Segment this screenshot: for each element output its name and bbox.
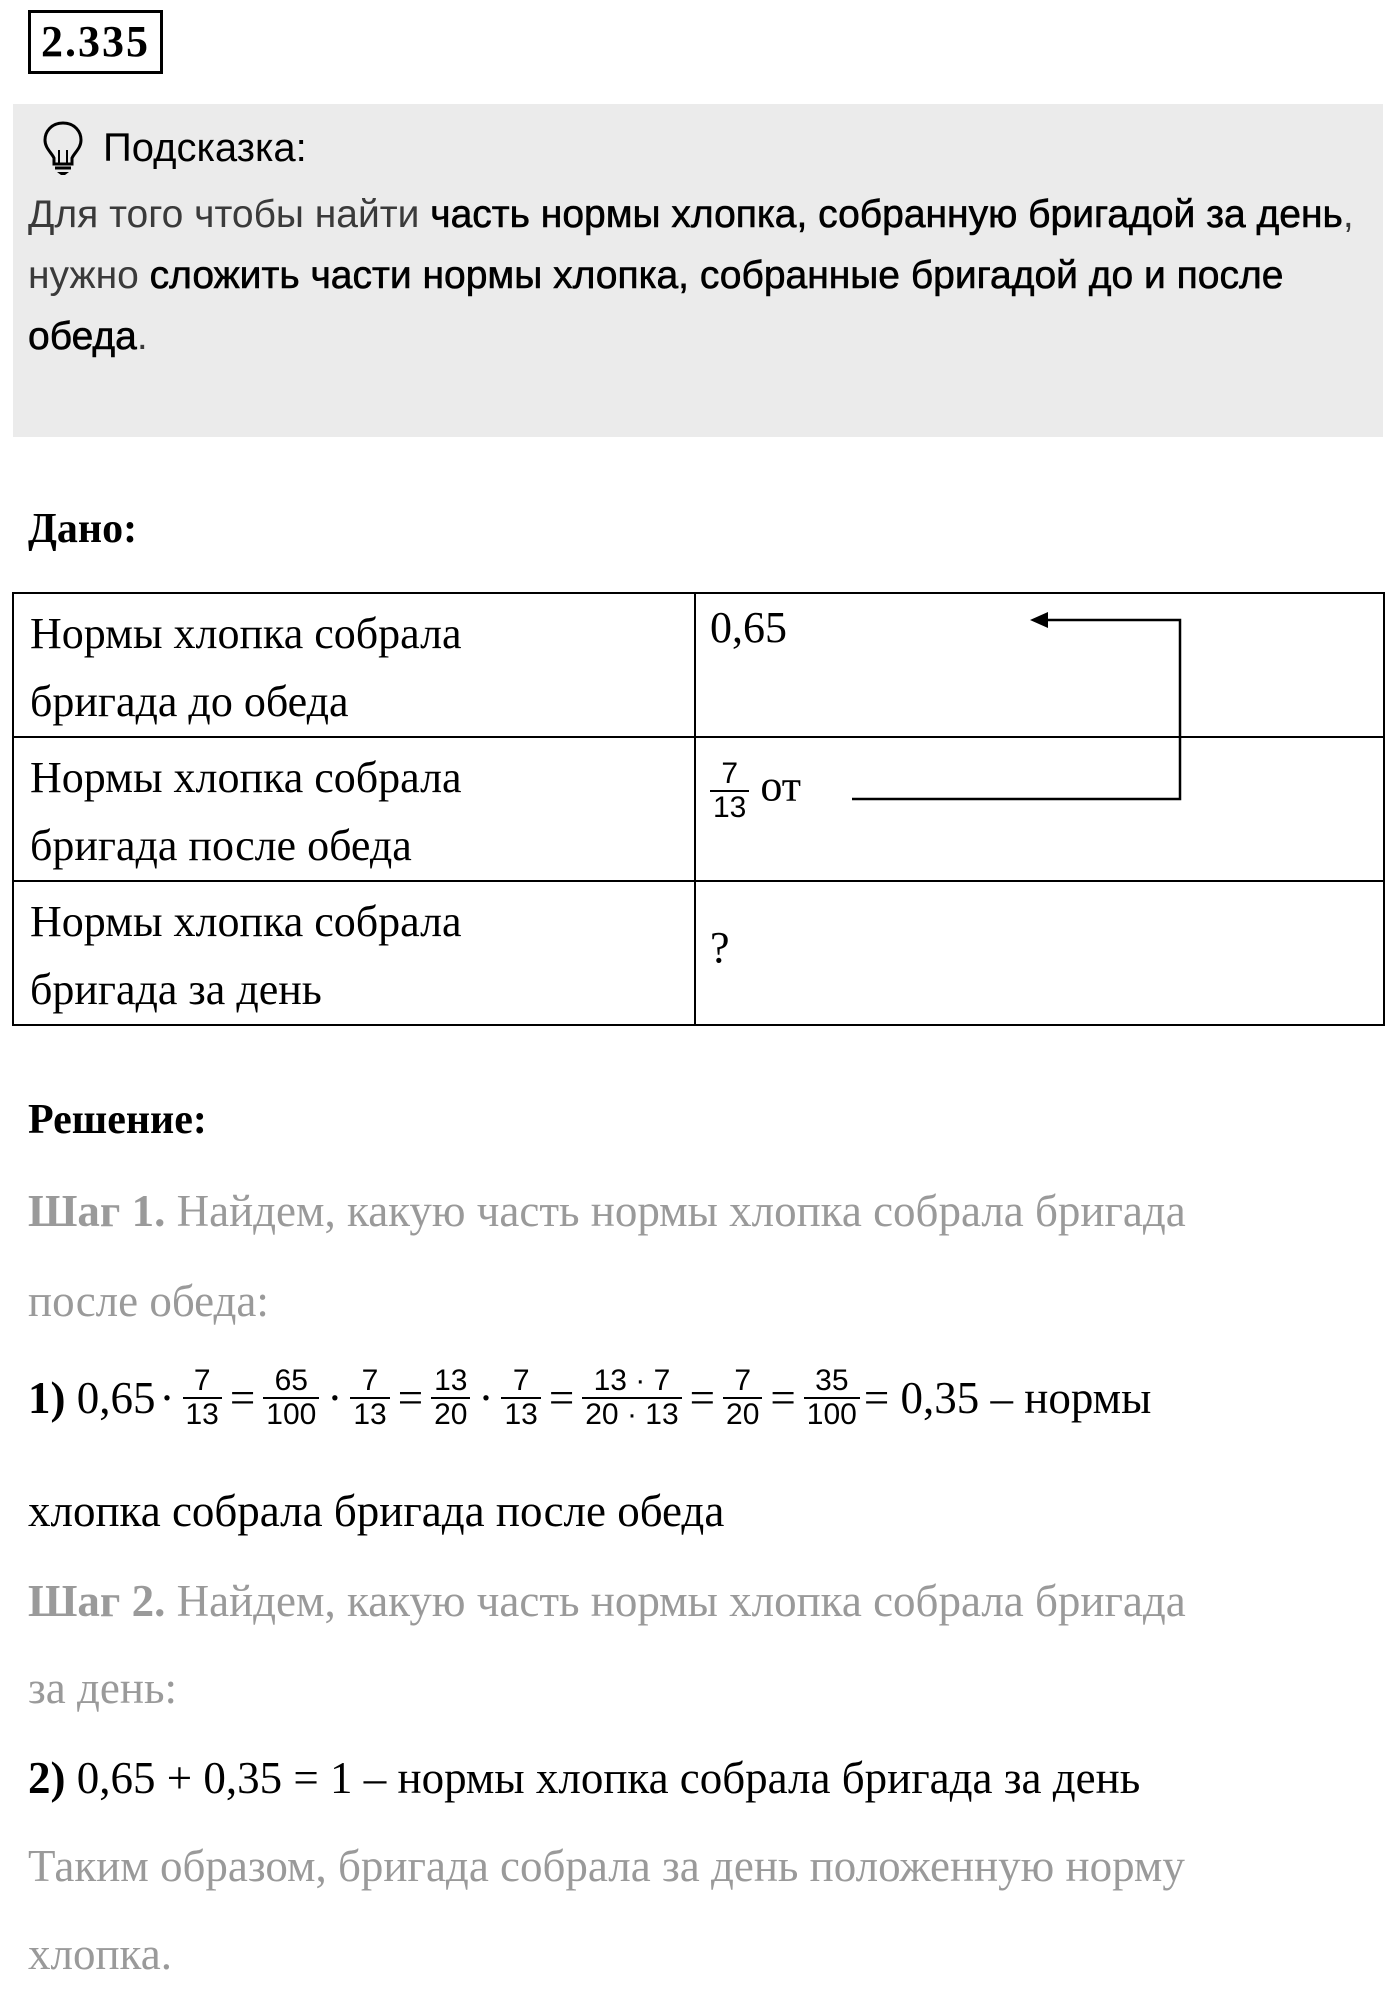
given-label (13, 737, 695, 881)
given-value (695, 737, 1384, 881)
lightbulb-icon (41, 120, 85, 176)
step-text: Найдем, какую часть нормы хлопка собрала бригада (165, 1186, 1186, 1236)
step-label: Шаг 2. (28, 1576, 166, 1626)
step-text: Найдем, какую часть нормы хлопка собрала бригада (165, 1576, 1186, 1626)
hint-text (28, 184, 1368, 367)
label-line: бригада до обеда (30, 677, 349, 726)
fraction: $\frac{7}{13}$ (501, 1365, 540, 1430)
fraction: $\frac{7}{13}$ (183, 1365, 222, 1430)
hint-text-part: , нужно (28, 193, 1354, 297)
step1-line-2: после обеда: (28, 1276, 269, 1326)
label-line: бригада за день (30, 965, 322, 1014)
formula-1: 1) 0,65 · $\frac{7}{13}$ = $\frac{65}{100}$ · $\frac{7}{13}$ = $\frac{13}{20}$ · $\frac{7}{13}$ = $\frac{13 \cdot 7}{20 \cdot 13}$ = $\frac{7}{20}$ = $\frac{35}{100}$ = 0,35 – нормы (28, 1364, 1152, 1431)
hint-title: Подсказка: (103, 125, 307, 170)
problem-number: 2.335 (28, 10, 163, 74)
fraction (710, 758, 749, 823)
fraction-denominator: 13 (713, 790, 747, 824)
fraction-numerator: 7 (721, 757, 739, 790)
conclusion-line-2: хлопка. (28, 1929, 172, 1979)
value-suffix: от (760, 761, 802, 811)
formula-text: 0,65 + 0,35 = 1 – нормы хлопка собрала бригада за день (65, 1753, 1141, 1803)
formula-result: = 0,35 – нормы (863, 1372, 1152, 1423)
formula-label: 1) (28, 1372, 66, 1423)
step1-line (28, 1185, 1186, 1237)
given-title: Дано: (28, 506, 138, 552)
step2-line-2: за день: (28, 1663, 177, 1713)
given-value (695, 881, 1384, 1025)
hint-text-part: . (136, 315, 148, 358)
table-row (13, 593, 1384, 737)
hint-emphasis: сложить части нормы хлопка, собранные бригадой до и после обеда (28, 254, 1284, 358)
value-text: 0,65 (710, 603, 787, 652)
conclusion-line: Таким образом, бригада собрала за день положенную норму (28, 1841, 1185, 1891)
formula-label: 2) (28, 1753, 66, 1803)
formula-1-continuation: хлопка собрала бригада после обеда (28, 1486, 725, 1536)
label-line: Нормы хлопка собрала (30, 609, 462, 658)
fraction: $\frac{13 \cdot 7}{20 \cdot 13}$ (582, 1365, 681, 1430)
given-value (695, 593, 1384, 737)
given-label (13, 881, 695, 1025)
table-row (13, 881, 1384, 1025)
formula-2 (28, 1752, 1140, 1804)
fraction: $\frac{13}{20}$ (431, 1365, 470, 1430)
solution-title: Решение: (28, 1097, 207, 1143)
value-text: ? (710, 923, 730, 972)
hint-box (13, 104, 1383, 437)
given-label (13, 593, 695, 737)
fraction: $\frac{7}{13}$ (350, 1365, 389, 1430)
table-row (13, 737, 1384, 881)
fraction: $\frac{7}{20}$ (723, 1365, 762, 1430)
fraction: $\frac{35}{100}$ (804, 1365, 860, 1430)
hint-emphasis: часть нормы хлопка, собранную бригадой за день (430, 193, 1343, 236)
hint-text-part: Для того чтобы найти (28, 193, 431, 236)
step-label: Шаг 1. (28, 1186, 166, 1236)
step2-line (28, 1575, 1186, 1627)
fraction: $\frac{65}{100}$ (263, 1365, 319, 1430)
hint-header (41, 118, 307, 178)
given-table (12, 592, 1385, 1026)
label-line: Нормы хлопка собрала (30, 897, 462, 946)
label-line: бригада после обеда (30, 821, 412, 870)
formula-start: 0,65 (76, 1372, 156, 1423)
label-line: Нормы хлопка собрала (30, 753, 462, 802)
